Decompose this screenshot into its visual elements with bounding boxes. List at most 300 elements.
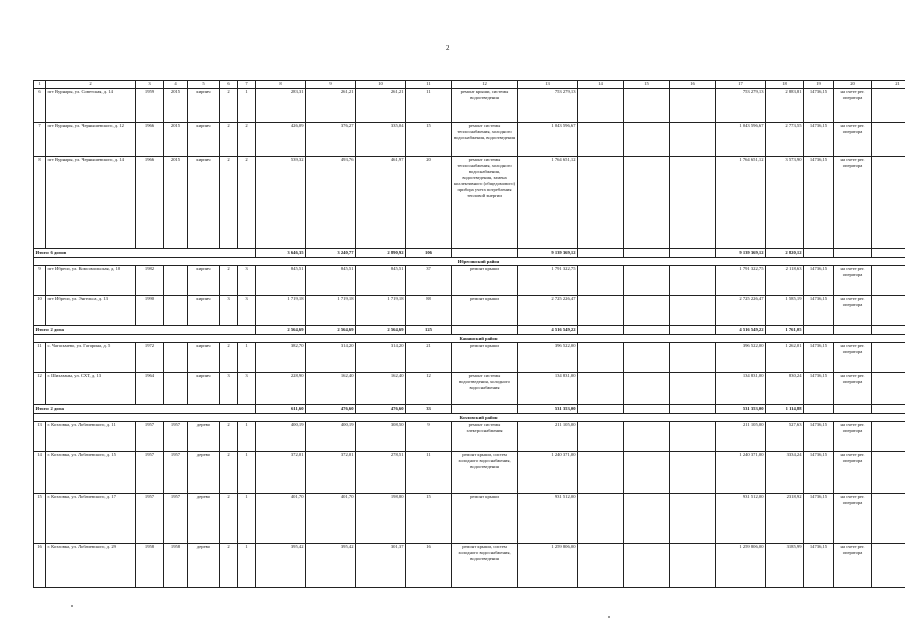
cell: 11 xyxy=(406,89,452,123)
cell: 1990 xyxy=(136,296,164,326)
total-value: 531 353,00 xyxy=(518,405,578,414)
cell: 2 725 226,47 xyxy=(716,296,766,326)
cell: 2 773,55 xyxy=(766,123,804,157)
cell: пгт Вурнары, ул. Чернышевского, д. 12 xyxy=(46,123,136,157)
cell: на счете рег. оператора xyxy=(834,494,872,544)
total-value: 3 240,77 xyxy=(306,249,356,258)
cell: дерево xyxy=(188,544,220,588)
cell: ремонт крыши xyxy=(452,494,518,544)
cell: 1 xyxy=(238,89,256,123)
cell: дерево xyxy=(188,422,220,452)
cell: 1 xyxy=(238,452,256,494)
cell: 493,76 xyxy=(306,157,356,249)
total-value: 2 564,69 xyxy=(256,326,306,335)
cell: 6 xyxy=(34,89,46,123)
cell: 753 279,13 xyxy=(518,89,578,123)
cell xyxy=(670,373,716,405)
cell: 11 xyxy=(406,452,452,494)
cell xyxy=(804,249,834,258)
cell xyxy=(872,296,905,326)
total-value: 611,60 xyxy=(256,405,306,414)
cell: 1966 xyxy=(136,123,164,157)
house-row xyxy=(34,89,905,123)
column-number: 16 xyxy=(670,81,716,89)
cell xyxy=(452,249,518,258)
cell: 9 xyxy=(406,422,452,452)
cell: 1 240 371,00 xyxy=(518,452,578,494)
column-number: 18 xyxy=(766,81,804,89)
cell: 15 xyxy=(34,494,46,544)
cell: 1 719,18 xyxy=(356,296,406,326)
cell: г. Козловка, ул. Лобачевского, д. 17 xyxy=(46,494,136,544)
column-number: 20 xyxy=(834,81,872,89)
total-value: 2 890,92 xyxy=(356,249,406,258)
cell: 1982 xyxy=(136,266,164,296)
cell: 2 725 226,47 xyxy=(518,296,578,326)
house-row xyxy=(34,266,905,296)
total-value: 2 564,69 xyxy=(306,326,356,335)
cell: 134 831,00 xyxy=(518,373,578,405)
cell: 162,40 xyxy=(356,373,406,405)
total-row xyxy=(34,326,905,335)
column-number: 2 xyxy=(46,81,136,89)
cell xyxy=(670,544,716,588)
cell: 2318,92 xyxy=(766,494,804,544)
cell: 401,70 xyxy=(256,494,306,544)
cell: 753 279,13 xyxy=(716,89,766,123)
cell xyxy=(578,89,624,123)
district-row xyxy=(34,335,905,343)
cell xyxy=(670,123,716,157)
cell: 3 xyxy=(238,296,256,326)
cell xyxy=(578,373,624,405)
house-row xyxy=(34,373,905,405)
cell: кирпич xyxy=(188,373,220,405)
cell: на счете рег. оператора xyxy=(834,123,872,157)
column-number: 12 xyxy=(452,81,518,89)
cell: 278,51 xyxy=(356,452,406,494)
cell: 3185,99 xyxy=(766,544,804,588)
cell: 1 791 322,75 xyxy=(716,266,766,296)
column-number: 5 xyxy=(188,81,220,89)
cell xyxy=(452,405,518,414)
cell: 10 xyxy=(34,296,46,326)
cell: пгт Ибреси, ул. Комсомольская, д. 10 xyxy=(46,266,136,296)
total-value: 4 516 549,22 xyxy=(716,326,766,335)
cell xyxy=(872,123,905,157)
total-value: 9 139 369,12 xyxy=(518,249,578,258)
total-value: 1 114,88 xyxy=(766,405,804,414)
cell xyxy=(670,296,716,326)
cell: 1 764 651,12 xyxy=(716,157,766,249)
cell: 1 764 651,12 xyxy=(518,157,578,249)
cell: 37 xyxy=(406,266,452,296)
cell: 2015 xyxy=(164,123,188,157)
cell xyxy=(872,266,905,296)
total-value: 3 646,35 xyxy=(256,249,306,258)
cell: 2 xyxy=(220,494,238,544)
cell xyxy=(834,326,872,335)
cell: 16 xyxy=(34,544,46,588)
cell xyxy=(624,343,670,373)
cell: г. Шихазаны, ул. СХТ, д. 13 xyxy=(46,373,136,405)
cell: ремонт крыши xyxy=(452,343,518,373)
cell: кирпич xyxy=(188,296,220,326)
column-number: 10 xyxy=(356,81,406,89)
cell: 1958 xyxy=(136,544,164,588)
total-value: 2 820,12 xyxy=(766,249,804,258)
house-row xyxy=(34,157,905,249)
column-number: 8 xyxy=(256,81,306,89)
cell: 2 xyxy=(220,544,238,588)
cell xyxy=(872,249,905,258)
cell: кирпич xyxy=(188,123,220,157)
total-value: 531 353,00 xyxy=(716,405,766,414)
column-number: 4 xyxy=(164,81,188,89)
cell xyxy=(872,452,905,494)
cell: на счете рег. оператора xyxy=(834,422,872,452)
cell: 845,51 xyxy=(356,266,406,296)
cell: на счете рег. оператора xyxy=(834,89,872,123)
cell: 382,70 xyxy=(256,343,306,373)
cell: ремонт крыши, систем холодного водоснабжения, водоотведения xyxy=(452,544,518,588)
cell: ремонт крыши, системы водоотведения xyxy=(452,89,518,123)
cell xyxy=(624,249,670,258)
cell: ремонт системы теплоснабжения, холодного водоснабжения, водоотведения xyxy=(452,123,518,157)
cell: 301,37 xyxy=(356,544,406,588)
cell: 3 xyxy=(220,296,238,326)
cell: 1 xyxy=(238,494,256,544)
cell xyxy=(578,326,624,335)
cell xyxy=(624,296,670,326)
cell: 1959 xyxy=(136,89,164,123)
cell: 2 xyxy=(238,157,256,249)
cell: 2 118,63 xyxy=(766,266,804,296)
cell: 8 xyxy=(34,157,46,249)
cell xyxy=(624,422,670,452)
cell xyxy=(872,326,905,335)
cell: 13 xyxy=(34,422,46,452)
total-label: Итого: 6 домов xyxy=(34,249,256,258)
house-row xyxy=(34,544,905,588)
cell: 931 512,00 xyxy=(518,494,578,544)
cell xyxy=(872,157,905,249)
cell: пгт Вурнары, ул. Советская, д. 14 xyxy=(46,89,136,123)
cell: 376,27 xyxy=(306,123,356,157)
cell: 2015 xyxy=(164,157,188,249)
cell: 1972 xyxy=(136,343,164,373)
cell: на счете рег. оператора xyxy=(834,266,872,296)
cell: 1966 xyxy=(136,157,164,249)
cell: на счете рег. оператора xyxy=(834,452,872,494)
cell: 426,09 xyxy=(256,123,306,157)
cell: 3 xyxy=(220,373,238,405)
total-value: 106 xyxy=(406,249,452,258)
column-number: 9 xyxy=(306,81,356,89)
cell xyxy=(872,405,905,414)
cell: 401,70 xyxy=(306,494,356,544)
cell: 1 xyxy=(238,343,256,373)
cell: ремонт системы электроснабжения xyxy=(452,422,518,452)
cell: 211 105,00 xyxy=(716,422,766,452)
cell: 14 xyxy=(34,452,46,494)
cell xyxy=(804,405,834,414)
cell xyxy=(578,405,624,414)
cell: 14736,15 xyxy=(804,422,834,452)
cell: кирпич xyxy=(188,266,220,296)
cell xyxy=(670,157,716,249)
cell xyxy=(578,544,624,588)
cell: 20 xyxy=(406,157,452,249)
cell xyxy=(872,89,905,123)
cell: 14736,15 xyxy=(804,89,834,123)
cell: 11 xyxy=(34,343,46,373)
cell xyxy=(804,326,834,335)
cell: 539,32 xyxy=(256,157,306,249)
cell: 372,01 xyxy=(306,452,356,494)
cell: 3 573,90 xyxy=(766,157,804,249)
cell: 1 xyxy=(238,422,256,452)
cell: на счете рег. оператора xyxy=(834,544,872,588)
cell xyxy=(624,544,670,588)
cell: 16 xyxy=(406,544,452,588)
cell: пгт Ибреси, ул. Энгельса, д. 13 xyxy=(46,296,136,326)
house-row xyxy=(34,343,905,373)
cell: 2 xyxy=(220,123,238,157)
cell: 400,19 xyxy=(306,422,356,452)
cell xyxy=(164,343,188,373)
total-value: 476,60 xyxy=(356,405,406,414)
cell: 314,20 xyxy=(356,343,406,373)
cell: 15 xyxy=(406,123,452,157)
column-number-row xyxy=(34,81,905,89)
cell xyxy=(872,544,905,588)
total-value: 1 761,05 xyxy=(766,326,804,335)
cell: 1 791 322,75 xyxy=(518,266,578,296)
district-name: Канашский район xyxy=(34,335,905,343)
cell: 2 xyxy=(220,343,238,373)
cell: 88 xyxy=(406,296,452,326)
cell: на счете рег. оператора xyxy=(834,296,872,326)
cell: 261,21 xyxy=(306,89,356,123)
cell: 395,42 xyxy=(306,544,356,588)
house-row xyxy=(34,123,905,157)
cell: 1 719,18 xyxy=(256,296,306,326)
cell: 308,50 xyxy=(356,422,406,452)
house-row xyxy=(34,452,905,494)
total-value: 4 516 549,22 xyxy=(518,326,578,335)
cell xyxy=(872,422,905,452)
cell: кирпич xyxy=(188,89,220,123)
cell: 400,19 xyxy=(256,422,306,452)
cell: 162,40 xyxy=(306,373,356,405)
cell xyxy=(670,266,716,296)
cell xyxy=(624,157,670,249)
cell: 2 xyxy=(220,266,238,296)
cell: на счете рег. оператора xyxy=(834,157,872,249)
cell: г. Козловка, ул. Лобачевского, д. 29 xyxy=(46,544,136,588)
cell: ремонт крыши, систем холодного водоснабжения, водоотведения xyxy=(452,452,518,494)
cell: г. Козловка, ул. Лобачевского, д. 11 xyxy=(46,422,136,452)
total-value: 33 xyxy=(406,405,452,414)
cell: ремонт крыши xyxy=(452,296,518,326)
column-number: 14 xyxy=(578,81,624,89)
district-name: Козловский район xyxy=(34,414,905,422)
cell: 1958 xyxy=(164,544,188,588)
cell: 845,51 xyxy=(256,266,306,296)
cell: 1957 xyxy=(136,494,164,544)
cell: пгт Вурнары, ул. Чернышевского, д. 14 xyxy=(46,157,136,249)
cell: 14736,15 xyxy=(804,494,834,544)
cell: 2 xyxy=(220,452,238,494)
cell: 335,04 xyxy=(356,123,406,157)
cell: 1964 xyxy=(136,373,164,405)
cell: ремонт крыши xyxy=(452,266,518,296)
cell: 1 xyxy=(238,544,256,588)
cell xyxy=(624,89,670,123)
cell: 3 xyxy=(238,266,256,296)
district-row xyxy=(34,258,905,266)
house-row xyxy=(34,296,905,326)
house-row xyxy=(34,494,905,544)
cell: 2 xyxy=(238,123,256,157)
cell xyxy=(834,405,872,414)
cell: 3 xyxy=(238,373,256,405)
cell: 9 xyxy=(34,266,46,296)
total-label: Итого: 2 дома xyxy=(34,326,256,335)
cell xyxy=(624,123,670,157)
cell xyxy=(670,343,716,373)
cell: 14736,15 xyxy=(804,296,834,326)
column-number: 3 xyxy=(136,81,164,89)
column-number: 11 xyxy=(406,81,452,89)
cell: 12 xyxy=(406,373,452,405)
cell xyxy=(872,343,905,373)
cell: 12 xyxy=(34,373,46,405)
repair-program-table xyxy=(33,80,905,588)
cell: 14736,15 xyxy=(804,157,834,249)
cell: 198,80 xyxy=(356,494,406,544)
cell: 21 xyxy=(406,343,452,373)
cell: 7 xyxy=(34,123,46,157)
cell xyxy=(670,405,716,414)
cell: 1957 xyxy=(164,452,188,494)
cell: 931 512,00 xyxy=(716,494,766,544)
cell: 3334,24 xyxy=(766,452,804,494)
cell xyxy=(578,157,624,249)
cell: 461,97 xyxy=(356,157,406,249)
total-value: 476,60 xyxy=(306,405,356,414)
cell xyxy=(670,249,716,258)
column-number: 13 xyxy=(518,81,578,89)
cell: 14736,15 xyxy=(804,544,834,588)
cell: на счете рег. оператора xyxy=(834,373,872,405)
cell xyxy=(670,452,716,494)
total-label: Итого: 2 дома xyxy=(34,405,256,414)
total-value: 9 139 369,12 xyxy=(716,249,766,258)
cell: г. Козловка, ул. Лобачевского, д. 15 xyxy=(46,452,136,494)
cell: 1957 xyxy=(136,422,164,452)
scan-speck xyxy=(71,605,73,607)
cell xyxy=(872,373,905,405)
cell: 2 883,81 xyxy=(766,89,804,123)
cell: 228,90 xyxy=(256,373,306,405)
cell xyxy=(872,494,905,544)
page-number: 2 xyxy=(446,44,450,52)
cell xyxy=(578,343,624,373)
cell: 261,21 xyxy=(356,89,406,123)
cell xyxy=(834,249,872,258)
district-name: Ибресинский район xyxy=(34,258,905,266)
cell: 2015 xyxy=(164,89,188,123)
cell: 211 105,00 xyxy=(518,422,578,452)
cell: кирпич xyxy=(188,157,220,249)
cell: 1 719,18 xyxy=(306,296,356,326)
house-row xyxy=(34,422,905,452)
cell xyxy=(578,266,624,296)
column-number: 19 xyxy=(804,81,834,89)
cell xyxy=(670,326,716,335)
cell: 527,63 xyxy=(766,422,804,452)
cell: 2 xyxy=(220,422,238,452)
cell: 14736,15 xyxy=(804,266,834,296)
cell xyxy=(578,296,624,326)
cell: с. Чагасьмево, ул. Гагарина, д. 5 xyxy=(46,343,136,373)
cell: 1 259 806,00 xyxy=(518,544,578,588)
cell: 1 259 806,00 xyxy=(716,544,766,588)
cell: 395,42 xyxy=(256,544,306,588)
cell: 1957 xyxy=(136,452,164,494)
cell xyxy=(578,249,624,258)
total-value: 125 xyxy=(406,326,452,335)
column-number: 1 xyxy=(34,81,46,89)
cell xyxy=(624,266,670,296)
cell xyxy=(578,494,624,544)
cell: дерево xyxy=(188,452,220,494)
cell: 14736,15 xyxy=(804,123,834,157)
cell: 1 043 596,67 xyxy=(716,123,766,157)
cell: 396 522,00 xyxy=(518,343,578,373)
cell xyxy=(624,405,670,414)
cell: 1957 xyxy=(164,494,188,544)
cell xyxy=(578,452,624,494)
total-row xyxy=(34,249,905,258)
cell: 845,51 xyxy=(306,266,356,296)
cell: 14736,15 xyxy=(804,373,834,405)
column-number: 6 xyxy=(220,81,238,89)
cell xyxy=(578,422,624,452)
column-number: 21 xyxy=(872,81,905,89)
cell: 14736,15 xyxy=(804,343,834,373)
cell: 1 043 596,67 xyxy=(518,123,578,157)
cell xyxy=(164,373,188,405)
column-number: 17 xyxy=(716,81,766,89)
cell: дерево xyxy=(188,494,220,544)
cell: 1 240 371,00 xyxy=(716,452,766,494)
cell xyxy=(670,89,716,123)
column-number: 15 xyxy=(624,81,670,89)
cell xyxy=(452,326,518,335)
cell: ремонт системы теплоснабжения, холодного водоснабжения, водоотведения, замена коллективного (общедомового) прибора учета потребления тепловой энергии xyxy=(452,157,518,249)
cell: кирпич xyxy=(188,343,220,373)
cell xyxy=(624,326,670,335)
cell: 1 585,19 xyxy=(766,296,804,326)
cell: 134 831,00 xyxy=(716,373,766,405)
cell: 830,24 xyxy=(766,373,804,405)
district-row xyxy=(34,414,905,422)
cell: 396 522,00 xyxy=(716,343,766,373)
cell: 1 262,01 xyxy=(766,343,804,373)
